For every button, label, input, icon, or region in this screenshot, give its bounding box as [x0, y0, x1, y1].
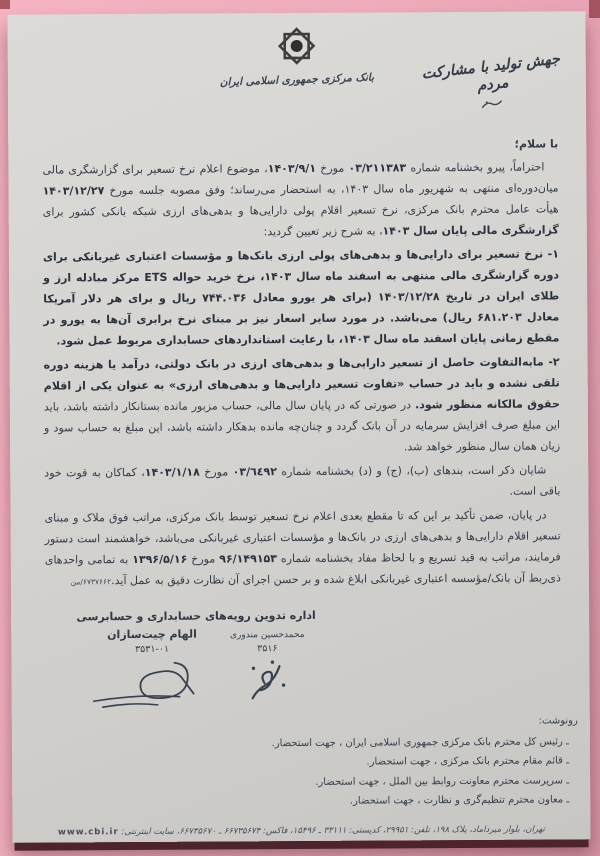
internal-ref-number: ۶۷۳۷۶۶۲/من: [70, 577, 112, 587]
cc-label: رونوشت:: [538, 715, 578, 727]
footer-website: www.cbi.ir: [57, 827, 119, 838]
signer-code: ۳۵۱۶: [257, 643, 278, 655]
signature-block: [51, 609, 342, 716]
photo-corner-shade: [589, 0, 600, 18]
salutation: با سلام؛: [514, 137, 559, 151]
cbi-emblem-icon: [274, 54, 320, 73]
cc-item: ـ رئیس کل محترم بانک مرکزی جمهوری اسلامی ایران ، جهت استحضار.: [271, 735, 569, 749]
signer-code: ۳۵۳۱-۰۱: [135, 643, 170, 656]
oval-signature-scribble: [88, 659, 216, 716]
paragraph-closing: در پایان، ضمن تأکید بر این که تا مقطع بعدی اعلام نرخ تسعیر توسط بانک مرکزی، مراتب فوق ملاک و مبنای تسعیر اقلام دارایی‌ها و بدهی‌های ارزی در بانک‌ها و مؤسسات اعتباری غیربانکی می‌باشد، خواهشمند است دستور فرمایند، مراتب به قید تسریع و با لحاظ مفاد بخشنامه شماره ۹۶/۱۴۹۱۵۳ مورخ ۱۳۹۶/۵/۱۶ به تمامی واحدهای ذی‌ربط آن بانک/مؤسسه اعتباری غیربانکی ابلاغ شده و بر حسن اجرای آن نظارت دقیق به عمل آید.۶۷۳۷۶۶۲/من: [44, 508, 561, 588]
signer-name: محمدحسین مندوری: [229, 629, 305, 641]
cc-item: ـ قائم مقام محترم بانک مرکزی ، جهت استحضار.: [366, 755, 570, 768]
paragraph-item-1: ۱- نرخ تسعیر برای دارایی‌ها و بدهی‌های پولی ارزی بانک‌ها و مؤسسات اعتباری غیربانکی برای دوره گزارشگری مالی منتهی به اسفند ماه سال ۱۴۰۳، نرخ خرید حواله ETS مرکز مبادله ارز و طلای ایران در تاریخ ۱۴۰۳/۱۲/۲۸ (برای هر یورو معادل ۷۴۴.۰۳۶ ریال و برای هر دلار آمریکا معادل ۶۸۱.۲۰۳ ریال) می‌باشد. در مورد سایر اسعار نیز بر مبنای نرخ برابری آن‌ها به یورو در مقطع زمانی پایان اسفند ماه سال ۱۴۰۳، با رعایت استانداردهای حسابداری مربوط عمل شود.: [42, 247, 560, 348]
paragraph-item-2: ۲- مابه‌التفاوت حاصل از تسعیر دارایی‌ها و بدهی‌های ارزی در بانک دولتی، درآمد یا هزینه دوره تلقی نشده و باید در حساب «تفاوت تسعیر دارایی‌ها و بدهی‌های ارزی» به عنوان یکی از اقلام حقوق مالکانه منظور شود. در صورتی که در پایان سال مالی، حساب مزبور مانده بستانکار داشته باشد، باید این مبلغ صرف افزایش سرمایه در آن بانک گردد و چنان‌چه مانده بدهکار داشته باشد، این مبلغ به حساب سود و زیان همان سال منظور خواهد شد.: [43, 355, 561, 454]
cc-item: ـ معاون محترم تنظیم‌گری و نظارت ، جهت استحضار.: [349, 794, 570, 807]
signer-name: الهام چیت‌سازان: [107, 627, 197, 642]
paragraph-note: شایان ذکر است، بندهای (ب)، (ج) و (د) بخشنامه شماره ۰۳/٦٤٩٢ مورخ ۱۴۰۳/۱/۱۸، کماکان به قوت خود باقی است.: [44, 463, 561, 498]
signer-right: [230, 627, 305, 714]
letterhead-footer: [12, 824, 590, 838]
photo-corner-shade: [0, 0, 10, 9]
footer-address: تهران، بلوار میرداماد، پلاک ۱۹۸، تلفن: ۲۹۹۵۱، کدپستی: ۳۳۱۱۱ ـ ۱۵۴۹۶، فاکس: ۶۶۷۳۵۶۷۴ ـ ۶۶۷۳۵۶۷۰، سایت اینترنتی:: [118, 824, 545, 838]
letter-paper: [7, 11, 590, 843]
cc-item: ـ سرپرست محترم معاونت روابط بین الملل ، جهت استحضار.: [315, 774, 570, 788]
signer-left: [88, 628, 217, 716]
paragraph-intro: احتراماً، پیرو بخشنامه شماره ۰۳/۲۱۱۳۸۳ مورخ ۱۴۰۳/۹/۱، موضوع اعلام نرخ تسعیر برای گزارشگری مالی میان‌دوره‌ای منتهی به شهریور ماه سال ۱۴۰۳، به استحضار می‌رساند؛ وفق مصوبه جلسه مورخ ۱۴۰۳/۱۲/۲۷ هیأت عامل محترم بانک مرکزی، نرخ تسعیر اقلام پولی دارایی‌ها و بدهی‌های ارزی شبکه بانکی کشور برای گزارشگری مالی پایان سال ۱۴۰۳، به شرح زیر تعیین گردید:: [42, 160, 559, 239]
letter-body: [42, 133, 561, 595]
department-name: اداره تدوین رویه‌های حسابداری و حسابرسی: [76, 608, 316, 624]
bank-name: بانک مرکزی جمهوری اسلامی ایران: [219, 71, 375, 89]
year-slogan-block: [408, 51, 576, 115]
year-slogan: جهش تولید با مشارکت مردم: [420, 51, 561, 95]
cc-block: [198, 711, 579, 812]
calligraphic-signature-scribble: [241, 658, 293, 712]
